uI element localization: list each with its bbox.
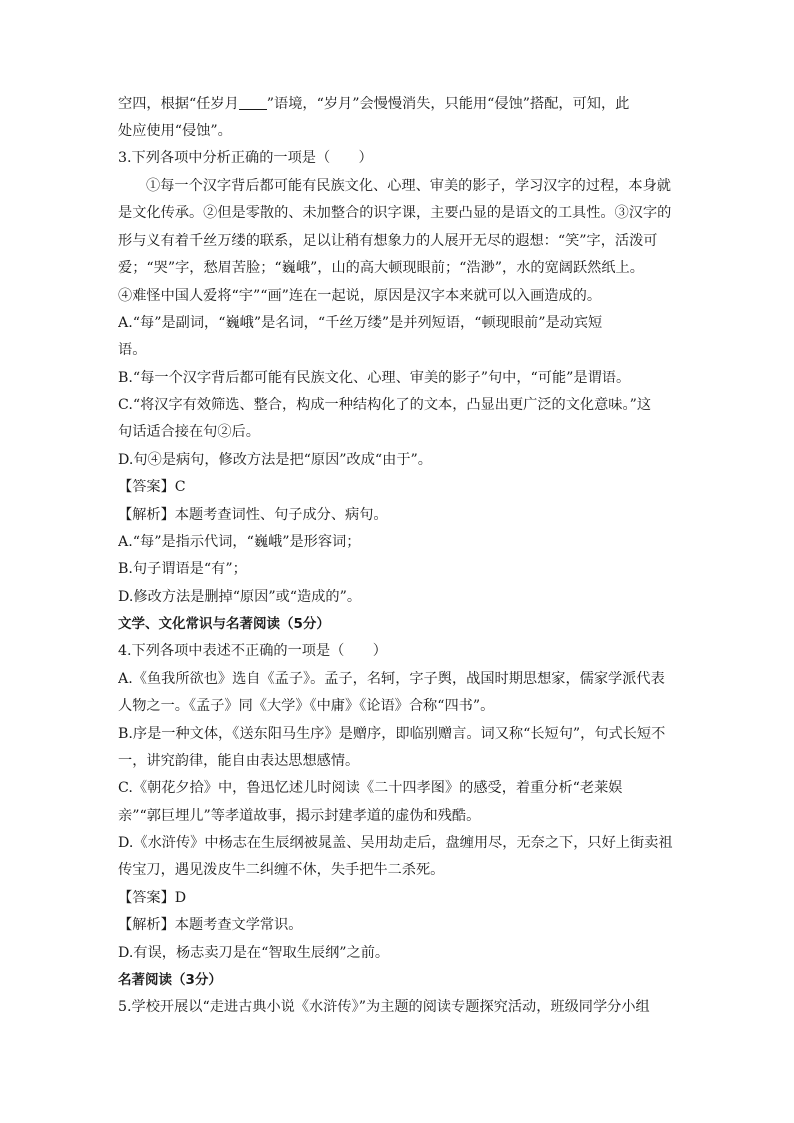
- option-a-cont: 人物之一。《孟子》同《大学》《中庸》《论语》合称“四书”。: [118, 698, 495, 714]
- answer-3: 【答案】C: [118, 479, 186, 495]
- option-b: B.“每一个汉字背后都可能有民族文化、心理、审美的影子”句中，“可能”是谓语。: [118, 370, 631, 386]
- passage-line: 爱；“哭”字，愁眉苦脸；“巍峨”，山的高大顿现眼前；“浩渺”，水的宽阔跃然纸上。: [118, 260, 644, 276]
- question-4: 4.下列各项中表述不正确的一项是（ ）: [118, 643, 387, 659]
- question-3: 3.下列各项中分析正确的一项是（ ）: [118, 150, 373, 166]
- option-a: A.“每”是副词，“巍峨”是名词，“千丝万缕”是并列短语，“顿现眼前”是动宾短: [118, 315, 603, 331]
- passage-line: ①每一个汉字背后都可能有民族文化、心理、审美的影子，学习汉字的过程，本身就: [146, 178, 671, 194]
- option-a: A.《鱼我所欲也》选自《孟子》。孟子，名轲，字子舆，战国时期思想家，儒家学派代表: [118, 671, 665, 687]
- option-a-cont: 语。: [118, 342, 147, 358]
- analysis-3: 【解析】本题考查词性、句子成分、病句。: [118, 507, 388, 523]
- option-c: C.《朝花夕拾》中，鲁迅忆述儿时阅读《二十四孝图》的感受，着重分析“老莱娱: [118, 780, 623, 796]
- answer-4: 【答案】D: [118, 890, 187, 906]
- passage-line: 形与义有着千丝万缕的联系，足以让稍有想象力的人展开无尽的遐想：“笑”字，活泼可: [118, 233, 658, 249]
- analysis-line: A.“每”是指示代词，“巍峨”是形容词；: [118, 534, 361, 550]
- fill-blank: [239, 95, 267, 110]
- option-d: D.句④是病句，修改方法是把“原因”改成“由于”。: [118, 452, 432, 468]
- passage-line: 是文化传承。②但是零散的、未加整合的识字课，主要凸显的是语文的工具性。③汉字的: [118, 205, 672, 221]
- analysis-line: D.修改方法是删掉“原因”或“造成的”。: [118, 589, 362, 605]
- text-line-1: 空四，根据“任岁月 ”语境，“岁月”会慢慢消失，只能用“侵蚀”搭配，可知，此: [118, 96, 630, 112]
- option-c: C.“将汉字有效筛选、整合，构成一种结构化了的文本，凸显出更广泛的文化意味。”这: [118, 397, 652, 413]
- passage-line: ④难怪中国人爱将“宇”“画”连在一起说，原因是汉字本来就可以入画造成的。: [118, 288, 602, 304]
- option-b: B.序是一种文体，《送东阳马生序》是赠序，即临别赠言。词又称“长短句”，句式长短不: [118, 726, 666, 742]
- section-heading: 名著阅读（3分）: [118, 972, 222, 988]
- text-line: 处应使用“侵蚀”。: [118, 123, 232, 139]
- analysis-line: B.句子谓语是“有”；: [118, 561, 247, 577]
- analysis-4: 【解析】本题考查文学常识。: [118, 917, 303, 933]
- question-5: 5.学校开展以“走进古典小说《水浒传》”为主题的阅读专题探究活动，班级同学分小组: [118, 999, 650, 1015]
- option-b-cont: 一，讲究韵律，能自由表达思想感情。: [118, 753, 360, 769]
- option-d-cont: 传宝刀，遇见泼皮牛二纠缠不休，失手把牛二杀死。: [118, 862, 445, 878]
- section-heading: 文学、文化常识与名著阅读（5分）: [118, 616, 330, 632]
- option-d: D.《水浒传》中杨志在生辰纲被晁盖、吴用劫走后，盘缠用尽，无奈之下，只好上街卖祖: [118, 835, 673, 851]
- option-c-cont: 句话适合接在句②后。: [118, 424, 260, 440]
- option-c-cont: 亲”“郭巨埋儿”等孝道故事，揭示封建孝道的虚伪和残酷。: [118, 808, 481, 824]
- analysis-line: D.有误，杨志卖刀是在“智取生辰纲”之前。: [118, 945, 390, 961]
